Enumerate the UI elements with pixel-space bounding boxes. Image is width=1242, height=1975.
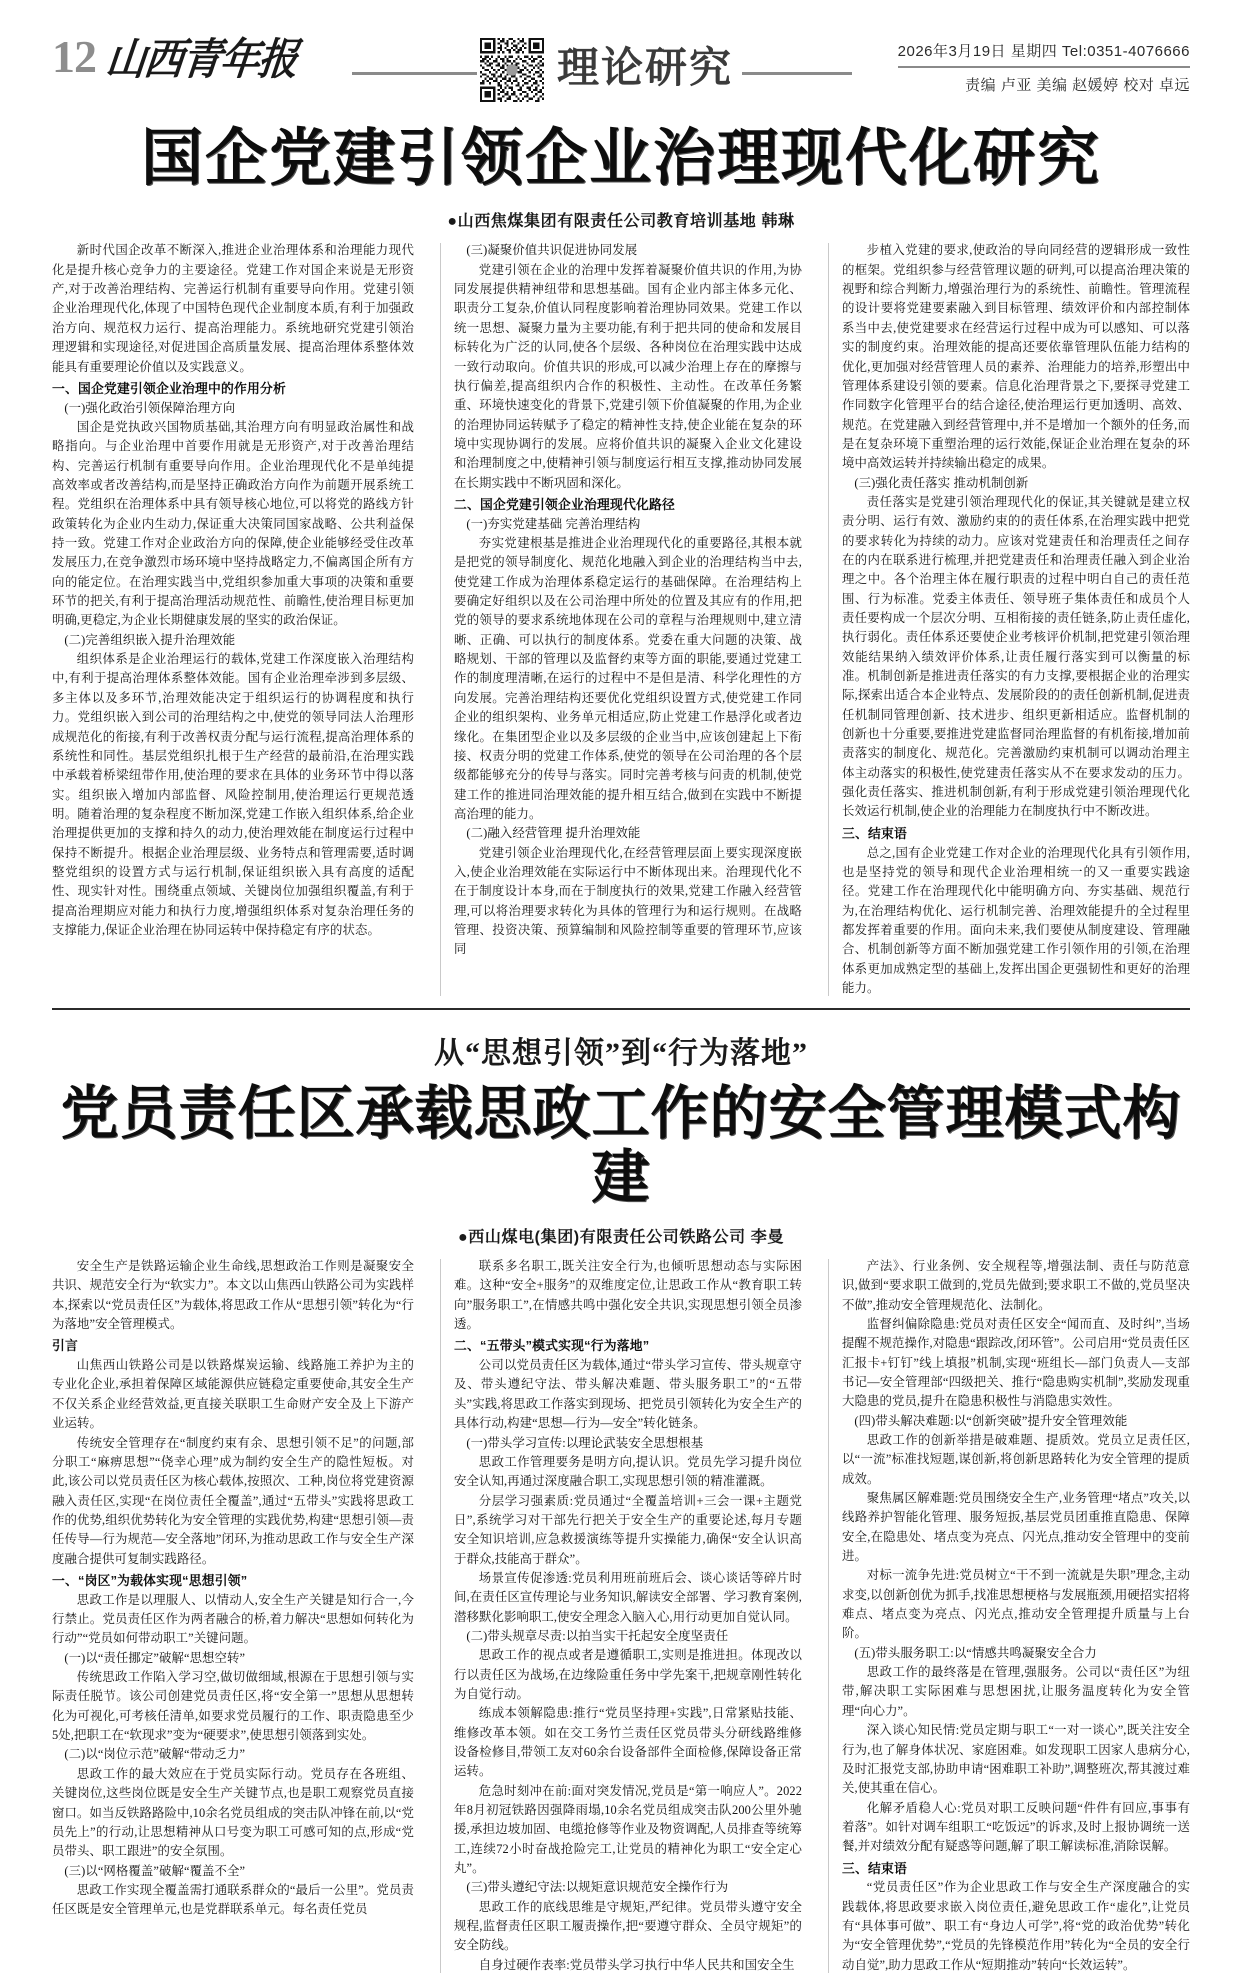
body-paragraph: 责任落实是党建引领治理现代化的保证,其关键就是建立权责分明、运行有效、激励约束的的责任体系,在治理实践中把党的要求转化为持续的动力。应该对党建责任和治理责任之间存在的内在联系进行梳理,并把党建责任和治理责任融入到企业治理之中。各个治理主体在履行职责的过程中明白自己的责任范围、行为标准。党委主体责任、领导班子集体责任和成员个人责任要构成一个层次分明、互相衔接的责任链条,防止责任虚化,执行弱化。责任体系还要使企业考核评价机制,把党建引领治理效能结果纳入绩效评价体系,让责任履行落实到可以衡量的标准。机制创新是推进责任落实的有力支撑,要根据企业的治理实际,探索出适合本企业特点、发展阶段的的责任创新机制,促进责任机制同管理创新、技术进步、组织更新相适应。监督机制的创新也十分重要,要推进党建监督同治理监督的有机衔接,增加前责落实的制度化、规范化。完善激励约束机制可以调动治理主体主动落实的积极性,使党建责任落实从不在要求发动的压力。强化责任落实、推进机制创新,有利于形成党建引领治理现代化长效运行机制,使企业的治理能力在制度执行中不断改进。 xyxy=(842,494,1190,819)
section-heading: 一、“岗区”为载体实现“思想引领” xyxy=(52,1572,248,1588)
article-2-column-3 xyxy=(828,1257,1190,1975)
section-heading: 三、结束语 xyxy=(842,1860,907,1876)
subsection-heading: (三)以“网格覆盖”破解“覆盖不全” xyxy=(64,1863,246,1878)
subsection-heading: (四)带头解决难题:以“创新突破”提升安全管理效能 xyxy=(854,1413,1128,1428)
body-paragraph: 山焦西山铁路公司是以铁路煤炭运输、线路施工养护为主的专业化企业,承担着保障区域能源供应链稳定重要使命,其安全生产不仅关系企业经营效益,更直接关联职工生命财产安全及上下游产业运转。 xyxy=(52,1358,414,1431)
section-heading: 引言 xyxy=(52,1338,78,1354)
body-paragraph: 思政工作的最大效应在于党员实际行动。党员存在各班组、关键岗位,这些岗位既是安全生产关键节点,也是职工观察党员直接窗口。如当反铁路路险中,10余名党员组成的突击队冲锋在前,以“党员先上”的行动,让思想精神从口号变为职工可感可知的点,形成“党员带头、职工跟进”的安全氛围。 xyxy=(52,1766,414,1859)
article-2-shoulder-headline: 从“思想引领”到“行为落地” xyxy=(434,1037,808,1071)
masthead-underline xyxy=(898,66,1190,68)
body-paragraph: 党建引领在企业的治理中发挥着凝聚价值共识的作用,为协同发展提供精神纽带和思想基础。国有企业内部主体多元化、职责分工复杂,价值认同程度影响着治理协同效果。党建工作以统一思想、凝聚力量为主要功能,有利于把共同的使命和发展目标转化为广泛的认同,使各个层级、各种岗位在治理实践中达成一致行动取向。价值共识的形成,可以减少治理上存在的摩擦与执行偏差,提高组织内合作的积极性、主动性。在改革任务繁重、环境快速变化的背景下,党建引领下价值凝聚的作用,为企业的治理协同运转赋予了稳定的精神性支持,使企业能在复杂的环境中实现协调行的发展。应将价值共识的凝聚入企业文化建设和治理制度之中,使精神引领与制度运行相互支撑,推动协同发展在长期实践中不断巩固和深化。 xyxy=(454,262,802,490)
section-heading: 二、国企党建引领企业治理现代化路径 xyxy=(454,496,675,512)
body-paragraph: 新时代国企改革不断深入,推进企业治理体系和治理能力现代化是提升核心竞争力的主要途径。党建工作对国企来说是无形资产,对于改善治理结构、完善运行机制有重要导向作用。党建引领企业治理现代化,体现了中国特色现代企业制度本质,有利于加强政治方向、规范权力运行、提高治理能力。系统地研究党建引领治理逻辑和实现途径,对促进国企高质量发展、提高治理体系整体效能具有重要理论价值以及实践意义。 xyxy=(52,243,414,374)
body-paragraph: 夯实党建根基是推进企业治理现代化的重要路径,其根本就是把党的领导制度化、规范化地融入到企业的治理结构当中去,使党建工作成为治理体系稳定运行的基础保障。在治理结构上要确定好组织以及在公司治理中所处的位置及其应有的作用,把党的领导的要求系统地体现在公司的章程与治理规则中,建立清晰、正确、可以执行的制度体系。党委在重大问题的决策、战略规划、干部的管理以及监督约束等方面的职能,要通过党建工作的制度理清晰,在运行的过程中不是但是清、科学化理性的方向发展。完善治理结构还要优化党组织设置方式,使党建工作同企业的组织架构、业务单元相适应,防止党建工作悬浮化或者边缘化。在集团型企业以及多层级的企业当中,应该创建起上下衔接、权责分明的党建工作体系,使党的领导在公司治理的各个层级都能够充分的传导与落实。同时完善考核与问责的机制,使党建工作的推进同治理效能的提升相互结合,做到在实践中不断提高治理的能力。 xyxy=(454,536,802,821)
subsection-heading: (一)以“责任挪定”破解“思想空转” xyxy=(64,1650,246,1665)
subsection-heading: (三)带头遵纪守法:以规矩意识规范安全操作行为 xyxy=(466,1880,729,1895)
page-folio-number: 12 xyxy=(52,31,96,82)
masthead-right xyxy=(898,40,1190,95)
section-heading: 二、“五带头”模式实现“行为落地” xyxy=(454,1338,650,1354)
body-paragraph: 思政工作实现全覆盖需打通联系群众的“最后一公里”。党员责任区既是安全管理单元,也是党群联系单元。每名责任党员 xyxy=(52,1882,414,1917)
article-2-columns xyxy=(52,1257,1190,1975)
article-2-headline: 党员责任区承载思政工作的安全管理模式构建 xyxy=(60,1081,1182,1211)
article-1 xyxy=(52,125,1190,998)
subsection-heading: (三)凝聚价值共识促进协同发展 xyxy=(466,243,638,258)
body-paragraph: 安全生产是铁路运输企业生命线,思想政治工作则是凝聚安全共识、规范安全行为“软实力”。本文以山焦西山铁路公司为实践样本,探索以“党员责任区”为载体,将思政工作从“思想引领”转化为“行为落地”安全管理模式。 xyxy=(52,1258,414,1331)
article-1-byline: ●山西焦煤集团有限责任公司教育培训基地 韩琳 xyxy=(447,213,795,231)
article-2-column-2 xyxy=(440,1257,802,1975)
body-paragraph: “党员责任区”作为企业思政工作与安全生产深度融合的实践载体,将思政要求嵌入岗位责任,避免思政工作“虚化”,让党员有“具体事可做”、职工有“身边人可学”,将“党的政治优势”转化为“安全管理优势”,“党员的先锋模范作用”转化为“全员的安全行动自觉”,助力思政工作从“短期推动”转向“长效运转”。 xyxy=(842,1880,1190,1972)
body-paragraph: 联系多名职工,既关注安全行为,也倾听思想动态与实际困难。这种“安全+服务”的双维度定位,让思政工作从“教育职工转向”服务职工”,在情感共鸣中强化安全共识,实现思想引领全员渗透。 xyxy=(454,1258,802,1331)
subsection-heading: (三)强化责任落实 推动机制创新 xyxy=(854,475,1029,490)
body-paragraph: 化解矛盾稳人心:党员对职工反映问题“件件有回应,事事有着落”。如针对调车组职工“吃饭远”的诉求,及时上报协调统一送餐,并对绩效分配有疑惑等问题,解了职工解读标准,消除误解。 xyxy=(842,1800,1190,1854)
body-paragraph: 思政工作的底线思维是守规矩,严纪律。党员带头遵守安全规程,监督责任区职工履责操作,把“要遵守群众、全员守规矩”的安全防线。 xyxy=(454,1899,802,1953)
body-paragraph: 公司以党员责任区为载体,通过“带头学习宣传、带头规章守及、带头遵纪守法、带头解决难题、带头服务职工”的“五带头”实践,将思政工作落实到现场、把党员引领转化为安全生产的具体行动,构建“思想—行为—安全”转化链条。 xyxy=(454,1358,802,1431)
body-paragraph: 党建引领企业治理现代化,在经营管理层面上要实现深度嵌入,使企业治理效能在实际运行中不断体现出来。治理现代化不在于制度设计本身,而在于制度执行的效果,党建工作融入经营管理,可以将治理要求转化为具体的管理行为和运行规则。在战略管理、投资决策、预算编制和风险控制等重要的管理环节,应该同 xyxy=(454,845,802,957)
body-paragraph: 总之,国有企业党建工作对企业的治理现代化具有引领作用,也是坚持党的领导和现代企业治理相统一的又一重要实践途径。党建工作在治理现代化中能明确方向、夯实基础、规范行为,在治理结构优化、运行机制完善、治理效能提升的全过程里都发挥着重要的作用。面向未来,我们要使从制度建设、管理融合、机制创新等方面不断加强党建工作引领作用的引领,在治理体系更加成熟定型的基础上,发挥出国企更强韧性和更好的治理能力。 xyxy=(842,845,1190,995)
body-paragraph: 监督纠偏除隐患:党员对责任区安全“闻而直、及时纠”,当场提醒不规范操作,对隐患“跟踪改,闭环管”。公司启用“党员责任区汇报卡+钉钉”线上填报”机制,实现“班组长—部门负责人—支部书记—安全管理部“四级把关、推行“隐患购实机制”,奖励发现重大隐患的党员,提升在隐患积极性与消隐患实效性。 xyxy=(842,1316,1190,1409)
body-paragraph: 国企是党执政兴国物质基础,其治理方向有明显政治属性和战略指向。与企业治理中首要作用就是无形资产,对于改善治理结构、完善运行机制有重要导向作用。企业治理现代化不是单纯提高效率或者改善结构,而是坚持正确政治方向作为前题开展系统工程。党组织在治理体系中具有领导核心地位,可以将党的路线方针政策转化为企业内生动力,保证重大决策同国家战略、公共利益保持一致。党建工作对企业政治方向的保障,使企业能够经受住改革发展压力,在竞争激烈市场环境中坚持战略定力,不偏离国企所有方向的能定位。在治理实践当中,党组织参加重大事项的决策和重要环节的把关,有利于提高治理活动规范性、前瞻性,使治理目标更加明确,更稳定,为企业长期健康发展的坚实的政治保证。 xyxy=(52,420,414,628)
masthead-rule-right xyxy=(742,72,852,75)
masthead xyxy=(52,0,1190,105)
body-paragraph: 产法》、行业条例、安全规程等,增强法制、责任与防范意识,做到“要求职工做到的,党员先做到;要求职工不做的,党员坚决不做”,推动安全管理规范化、法制化。 xyxy=(842,1258,1190,1312)
masthead-left xyxy=(52,31,299,84)
subsection-heading: (二)完善组织嵌入提升治理效能 xyxy=(64,632,236,647)
newspaper-nameplate: 山西青年报 xyxy=(103,35,299,84)
article-1-headline: 国企党建引领企业治理现代化研究 xyxy=(140,125,1101,193)
body-paragraph: 传统思政工作陷入学习空,做切做细域,根源在于思想引领与实际责任脱节。该公司创建党员责任区,将“安全第一”思想从思想转化为可视化,可考核任清单,如要求党员履行的工作、职责隐患至少5处,把职工在“软现求”变为“硬要求”,使思想引领落到实处。 xyxy=(52,1670,414,1743)
body-paragraph: 对标一流争先进:党员树立“干不到一流就是失职”理念,主动求变,以创新创优为抓手,找准思想梗格与发展瓶颈,用硬招实招将难点、堵点变为亮点、闪光点,推动安全管理提升质量与上台阶。 xyxy=(842,1568,1190,1641)
body-paragraph: 思政工作的最终落是在管理,强服务。公司以“责任区”为纽带,解决职工实际困难与思想困扰,让服务温度转化为安全管理“向心力”。 xyxy=(842,1665,1190,1718)
body-paragraph: 场景宣传促渗透:党员利用班前班后会、谈心谈话等碎片时间,在责任区宣传理论与业务知识,解读安全部署、学习教育案例,潜移默化影响职工,使安全理念入脑入心,用行动更加自觉认同。 xyxy=(454,1570,802,1624)
body-paragraph: 聚焦属区解难题:党员围绕安全生产,业务管理“堵点”攻关,以线路养护智能化管理、服务短扳,基层党员团重推直隐患、保障安全,在隐患处、堵点变为亮点、闪光点,推动安全管理中的变前进。 xyxy=(842,1491,1190,1564)
body-paragraph: 危急时刻冲在前:面对突发情况,党员是“第一响应人”。2022年8月初冠铁路因强降雨塌,10余名党员组成突击队200公里外驰援,承担边坡加固、电缆抢修等作业及物资调配,人员排查等统筹工,连续72小时奋战抢险完工,让党员的精神化为职工“安全定心丸”。 xyxy=(454,1783,802,1876)
subsection-heading: (一)带头学习宣传:以理论武装安全思想根基 xyxy=(466,1435,704,1450)
article-2-column-1 xyxy=(52,1257,414,1975)
body-paragraph: 自身过硬作表率:党员带头学习执行中华人民共和国安全生 xyxy=(478,1957,795,1972)
qr-code-icon[interactable] xyxy=(480,38,544,102)
section-heading: 一、国企党建引领企业治理中的作用分析 xyxy=(52,380,286,396)
subsection-heading: (二)带头规章尽责:以拍当实干托起安全度坚责任 xyxy=(466,1628,729,1643)
section-title: 理论研究 xyxy=(557,46,734,92)
editor-credits: 责编 卢亚 美编 赵媛婷 校对 卓远 xyxy=(965,77,1190,94)
article-1-column-3 xyxy=(828,241,1190,998)
article-divider-rule xyxy=(52,1008,1190,1010)
article-2-byline: ●西山煤电(集团)有限责任公司铁路公司 李曼 xyxy=(458,1228,784,1246)
body-paragraph: 思政工作管理要务是明方向,提认识。党员先学习提升岗位安全认知,再通过深度融合职工,实现思想引领的精准灌溉。 xyxy=(454,1454,802,1489)
section-heading: 三、结束语 xyxy=(842,825,907,841)
article-1-columns xyxy=(52,241,1190,998)
body-paragraph: 思政工作的视点或者是遵循职工,实则是推进担。体现改以行以责任区为战场,在边缘险重任务中学先案干,把规章刚性转化为自觉行动。 xyxy=(454,1648,802,1701)
subsection-heading: (五)带头服务职工:以“情感共鸣凝聚安全合力 xyxy=(854,1645,1097,1660)
body-paragraph: 组织体系是企业治理运行的载体,党建工作深度嵌入治理结构中,有利于提高治理体系整体效能。国有企业治理牵涉到多层级、多主体以及多环节,治理效能决定于组织运行的协调程度和执行力。党组织嵌入到公司的治理结构之中,使党的领导同法人治理形成规范化的衔接,有利于改善权责分配与运行流程,提高治理体系的系统性和同性。基层党组织扎根于生产经营的最前沿,在治理实践中承载着桥梁纽带作用,使治理的要求在具体的业务环节中得以落实。组织嵌入增加内部监督、风险控制用,使治理运行更规范透明。随着治理的复杂程度不断加深,党建工作嵌入组织体系,给企业治理提供更加的支撑和持久的动力,使治理效能在制度运行过程中保持不断提升。根据企业治理层级、业务特点和管理需要,适时调整党组织的设置方式与运行机制,保证组织嵌入具有高度的适配性、现实针对性。围绕重点领域、关键岗位加强组织覆盖,有利于提高治理期应对能力和执行力度,增强组织体系对复杂治理任务的支撑能力,保证企业治理在协同运转中保持稳定有序的状态。 xyxy=(52,652,414,937)
body-paragraph: 练成本领解隐患:推行“党员坚持理+实践”,日常紧贴技能、维修改革本领。如在交工务竹兰责任区党员带头分研线路维修设备检修目,带领工友对60余台设备部件全面检修,保障设备正常运转。 xyxy=(454,1706,802,1779)
body-paragraph: 分层学习强素质:党员通过“全覆盖培训+三会一课+主题党日”,系统学习对干部先行把关于安全生产的重要论述,每月专题安全知识培训,应急救援演练等提升实操能力,确保“安全认识高于群众,技能高于群众”。 xyxy=(454,1493,802,1566)
body-paragraph: 思政工作是以理服人、以情动人,安全生产关键是知行合一,今行禁止。党员责任区作为两者融合的桥,着力解决“思想如何转化为行动”“党员如何带动职工”关键问题。 xyxy=(52,1592,414,1646)
subsection-heading: (二)以“岗位示范”破解“带动乏力” xyxy=(64,1747,246,1762)
body-paragraph: 步植入党建的要求,使政治的导向同经营的逻辑形成一致性的框架。党组织参与经营管理议题的研判,可以提高治理决策的视野和综合判断力,增强治理行为的系统性、前瞻性。管理流程的设计要将党建要素融入到目标管理、绩效评价和内部控制体系当中去,使党建要求在经营运行过程中成为可以感知、可以落实的制度约束。治理效能的提高还要依靠管理队伍能力结构的优化,更加强对经营管理人员的素养、治理能力的培养,形塑出中管理体系建设引领的要素。信息化治理背景之下,要探寻党建工作同数字化管理平台的结合途径,使治理运行更加透明、高效、规范。在党建融入到经营管理中,并不是增加一个额外的任务,而是在复杂环境下重塑治理的运行效能,保证企业治理在复杂的环境中高效运转并持续输出稳定的成果。 xyxy=(842,243,1190,471)
body-paragraph: 传统安全管理存在“制度约束有余、思想引领不足”的问题,部分职工“麻痹思想”“侥幸心理”成为制约安全生产的隐性短板。对此,该公司以党员责任区为核心载体,按照次、工种,岗位将党建资源融入责任区,实现“在岗位责任全覆盖”,通过“五带头”实践将思政工作的优势,组织优势转化为安全管理的实践优势,构建“思想引领—责任传导—行为规范—安全落地”闭环,为推动思政工作与安全生产深度融合提供可复制实践路径。 xyxy=(52,1435,414,1566)
body-paragraph: 思政工作的创新举措是破难题、提质效。党员立足责任区,以“一流”标准找短题,谋创新,将创新思路转化为安全管理的提质成效。 xyxy=(842,1433,1190,1486)
subsection-heading: (二)融入经营管理 提升治理效能 xyxy=(466,826,641,841)
subsection-heading: (一)强化政治引领保障治理方向 xyxy=(64,400,236,415)
article-2 xyxy=(52,1028,1190,1975)
publication-date-and-tel: 2026年3月19日 星期四 Tel:0351-4076666 xyxy=(897,43,1190,60)
subsection-heading: (一)夯实党建基础 完善治理结构 xyxy=(466,516,641,531)
article-1-column-1 xyxy=(52,241,414,998)
body-paragraph: 深入谈心知民情:党员定期与职工“一对一谈心”,既关注安全行为,也了解身体状况、家庭困难。如发现职工因家人患病分心,及时汇报党支部,协助申请“困难职工补助”,调整班次,帮其渡过难关,使其重在信心。 xyxy=(842,1723,1190,1796)
article-1-column-2 xyxy=(440,241,802,998)
masthead-rule-left xyxy=(352,72,477,75)
